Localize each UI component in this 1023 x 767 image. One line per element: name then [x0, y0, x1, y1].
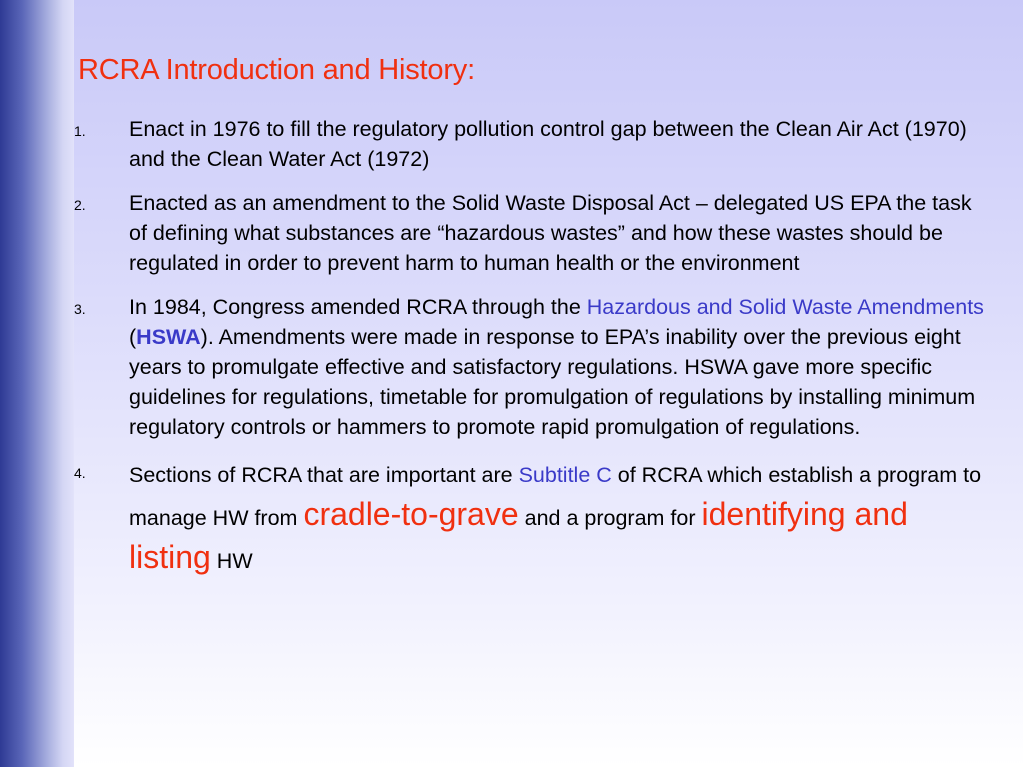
list-item-text-middle-2: and a program for [518, 506, 702, 530]
list-item [74, 292, 994, 442]
slide-sidebar-decoration [0, 0, 74, 767]
list-item-text: In 1984, Congress amended RCRA through the [129, 295, 587, 319]
list-item [74, 114, 994, 174]
slide-title: RCRA Introduction and History: [78, 54, 475, 86]
hswa-abbreviation: HSWA [136, 325, 201, 349]
list-item-text: Enact in 1976 to fill the regulatory pollution control gap between the Clean Air Act (1970) and the Clean Water Act (1972) [129, 117, 967, 171]
list-item-number: 2. [74, 197, 86, 213]
list-item-text-end: HW [210, 549, 253, 573]
list-item-text-continued: ). Amendments were made in response to EPA’s inability over the previous eight years to promulgate effective and satisfactory regulations. HSWA gave more specific guidelines for regulations, timetable for promulgation of regulations by installing minimum regulatory controls or hammers to promote rapid promulgation of regulations. [129, 325, 976, 439]
list-item-text: Sections of RCRA that are important are [129, 463, 519, 487]
subtitle-c-highlight: Subtitle C [518, 463, 612, 487]
list-item-number: 3. [74, 301, 86, 317]
hswa-full-name: Hazardous and Solid Waste Amendments [586, 295, 984, 319]
list-item-text-middle: of RCRA which establish a program to manage HW from [129, 463, 982, 530]
list-item [74, 188, 994, 278]
list-item-number: 4. [74, 465, 86, 481]
list-item-text: Enacted as an amendment to the Solid Waste Disposal Act – delegated US EPA the task of defining what substances are “hazardous wastes” and how these wastes should be regulated in order to prevent harm to human health or the environment [129, 191, 972, 275]
numbered-list [74, 114, 994, 595]
paren-open: ( [129, 325, 137, 349]
identifying-listing-emphasis: identifying and listing [129, 496, 908, 575]
list-item-number: 1. [74, 123, 86, 139]
list-item [74, 456, 994, 581]
cradle-to-grave-emphasis: cradle-to-grave [303, 496, 519, 532]
